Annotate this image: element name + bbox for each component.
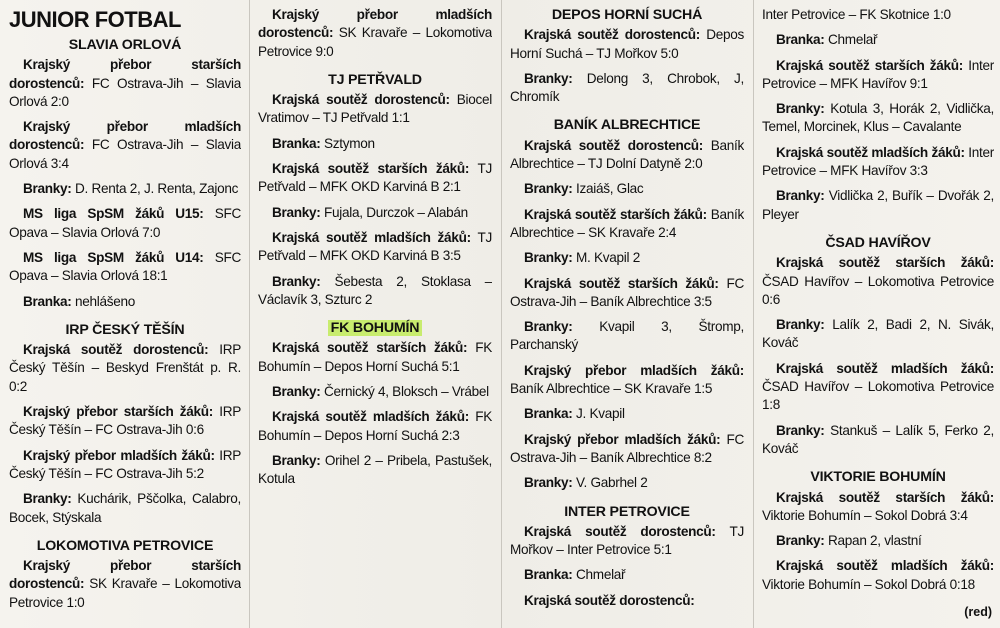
entry-label: Branky: <box>524 319 573 335</box>
entry-label: Krajská soutěž dorostenců: <box>524 523 716 539</box>
result-entry <box>762 316 994 353</box>
club-heading <box>762 468 994 486</box>
result-entry <box>510 474 744 492</box>
result-entry <box>9 56 241 111</box>
club-name: TJ PETŘVALD <box>328 71 422 88</box>
result-entry <box>762 254 994 309</box>
club-heading <box>510 503 744 521</box>
entry-text: Delong 3, Chrobok, J, Chromík <box>510 70 744 105</box>
entry-label: Krajská soutěž mladších žáků: <box>272 229 471 245</box>
entry-text: SK Kravaře – Lokomotiva Petrovice 9:0 <box>258 25 492 59</box>
entry-label: Branka: <box>23 293 72 309</box>
entry-label: Branky: <box>272 452 321 468</box>
result-entry <box>510 592 744 610</box>
result-entry <box>258 160 492 197</box>
entry-text: Kotula 3, Horák 2, Vidlička, Temel, Morcinek, Klus – Cavalante <box>762 101 994 135</box>
result-entry <box>510 566 744 584</box>
entry-label: Branky: <box>272 384 321 400</box>
result-entry <box>762 532 994 550</box>
entry-label: Krajská soutěž starších žáků: <box>524 275 719 291</box>
entry-label: Krajská soutěž starších žáků: <box>272 161 470 177</box>
section-title: JUNIOR FOTBAL <box>9 7 181 32</box>
entry-label: Krajský přebor starších žáků: <box>23 404 213 420</box>
result-entry <box>9 293 241 311</box>
entry-label: Branky: <box>23 491 72 507</box>
entry-text: FC Ostrava-Jih – Slavia Orlová 3:4 <box>9 137 241 171</box>
entry-text: FC Ostrava-Jih – Slavia Orlová 2:0 <box>9 75 241 109</box>
column-4 <box>762 6 994 628</box>
result-entry <box>762 31 994 49</box>
entry-label: Branky: <box>272 273 321 289</box>
entry-text: Biocel Vratimov – TJ Petřvald 1:1 <box>258 92 492 126</box>
column-divider <box>249 0 250 628</box>
entry-text: IRP Český Těšín – FC Ostrava-Jih 0:6 <box>9 404 241 438</box>
entry-text: M. Kvapil 2 <box>576 250 640 266</box>
entry-text: Fujala, Durczok – Alabán <box>324 204 468 220</box>
entry-text: FC Ostrava-Jih – Baník Albrechtice 3:5 <box>510 275 744 309</box>
result-entry <box>510 318 744 355</box>
result-entry <box>762 100 994 137</box>
entry-label: Krajská soutěž mladších žáků: <box>776 360 994 376</box>
result-entry <box>762 489 994 526</box>
entry-label: Krajská soutěž dorostenců: <box>524 592 695 608</box>
entry-label: Branky: <box>776 188 825 204</box>
column-divider <box>501 0 502 628</box>
entry-label: Krajská soutěž dorostenců: <box>524 27 700 43</box>
result-entry <box>258 383 492 401</box>
entry-label: Krajská soutěž mladších žáků: <box>776 558 994 574</box>
club-name: ČSAD HAVÍŘOV <box>825 234 931 251</box>
entry-label: Krajská soutěž starších žáků: <box>524 206 707 222</box>
column-2 <box>258 6 492 628</box>
author-signature: (red) <box>964 605 992 619</box>
entry-text: TJ Mořkov – Inter Petrovice 5:1 <box>510 523 744 558</box>
result-entry <box>762 557 994 594</box>
entry-label: Krajský přebor mladších dorostenců: <box>258 7 492 41</box>
result-entry <box>762 187 994 224</box>
result-entry <box>510 180 744 198</box>
entry-label: Krajská soutěž mladších žáků: <box>272 409 469 425</box>
entry-label: Krajská soutěž dorostenců: <box>23 342 209 358</box>
entry-text: J. Kvapil <box>576 406 625 422</box>
entry-text: IRP Český Těšín – FC Ostrava-Jih 5:2 <box>9 447 241 481</box>
entry-text: Viktorie Bohumín – Sokol Dobrá 3:4 <box>762 507 968 523</box>
entry-label: Branka: <box>524 567 573 583</box>
result-entry <box>510 431 744 468</box>
entry-text: FC Ostrava-Jih – Baník Albrechtice 8:2 <box>510 431 744 465</box>
result-entry <box>510 249 744 267</box>
result-entry <box>762 57 994 94</box>
column-divider <box>753 0 754 628</box>
result-entry <box>258 273 492 310</box>
club-name: FK BOHUMÍN <box>328 320 423 336</box>
club-name: LOKOMOTIVA PETROVICE <box>36 537 214 554</box>
entry-label: Branky: <box>776 533 825 549</box>
entry-text: D. Renta 2, J. Renta, Zajonc <box>75 181 239 197</box>
result-entry <box>9 447 241 484</box>
entry-text: Izaiáš, Glac <box>576 181 644 197</box>
result-entry <box>762 6 994 24</box>
result-entry <box>9 205 241 242</box>
result-entry <box>258 339 492 376</box>
result-entry <box>762 144 994 181</box>
entry-label: Krajská soutěž starších žáků: <box>776 255 994 271</box>
club-name: IRP ČESKÝ TĚŠÍN <box>65 321 185 338</box>
entry-text: V. Gabrhel 2 <box>576 475 648 491</box>
entry-text: Viktorie Bohumín – Sokol Dobrá 0:18 <box>762 576 975 592</box>
result-entry <box>510 362 744 399</box>
club-heading <box>258 319 492 337</box>
entry-label: Krajská soutěž starších žáků: <box>776 489 994 505</box>
entry-text: Lalík 2, Badi 2, N. Sivák, Kováč <box>762 317 994 351</box>
entry-label: Branky: <box>524 70 573 86</box>
entry-label: Branky: <box>776 422 825 438</box>
entry-text: Inter Petrovice – MFK Havířov 9:1 <box>762 57 994 91</box>
entry-label: MS liga SpSM žáků U15: <box>23 206 204 222</box>
club-name: VIKTORIE BOHUMÍN <box>810 469 946 486</box>
entry-label: Krajský přebor mladších žáků: <box>524 431 721 447</box>
entry-label: Krajský přebor mladších žáků: <box>23 447 215 463</box>
result-entry <box>9 341 241 396</box>
entry-text: TJ Petřvald – MFK OKD Karviná B 3:5 <box>258 229 492 264</box>
entry-label: Krajská soutěž mladších žáků: <box>776 144 965 160</box>
entry-text: Stankuš – Lalík 5, Ferko 2, Kováč <box>762 422 994 456</box>
club-heading <box>510 116 744 134</box>
result-entry <box>258 6 492 61</box>
entry-text: SFC Opava – Slavia Orlová 7:0 <box>9 206 241 240</box>
entry-text: Kuchárik, Pščolka, Calabro, Bocek, Stýskala <box>9 491 241 525</box>
entry-text: Orihel 2 – Pribela, Pastušek, Kotula <box>258 452 492 487</box>
column-3 <box>510 6 744 628</box>
result-entry <box>510 137 744 174</box>
result-entry <box>9 180 241 198</box>
entry-label: Branky: <box>524 475 573 491</box>
result-entry <box>258 204 492 222</box>
entry-text: ČSAD Havířov – Lokomotiva Petrovice 0:6 <box>762 273 994 307</box>
entry-label: Branky: <box>524 181 573 197</box>
result-entry <box>762 360 994 415</box>
result-entry <box>510 206 744 243</box>
entry-text: nehlášeno <box>75 293 136 309</box>
result-entry <box>510 70 744 107</box>
entry-label: Branky: <box>272 204 321 220</box>
entry-text: Baník Albrechtice – SK Kravaře 2:4 <box>510 206 744 240</box>
column-1 <box>9 6 241 628</box>
result-entry <box>9 490 241 527</box>
entry-label: Branky: <box>23 181 72 197</box>
entry-text: Inter Petrovice – FK Skotnice 1:0 <box>762 7 951 22</box>
entry-label: Krajská soutěž starších žáků: <box>776 57 964 73</box>
entry-text: Chmelař <box>828 32 878 48</box>
entry-text: Černický 4, Bloksch – Vrábel <box>324 384 489 400</box>
result-entry <box>9 403 241 440</box>
result-entry <box>258 452 492 489</box>
club-name: INTER PETROVICE <box>564 503 690 520</box>
entry-text: ČSAD Havířov – Lokomotiva Petrovice 1:8 <box>762 379 994 413</box>
result-entry <box>510 26 744 63</box>
entry-text: Sztymon <box>324 135 375 151</box>
club-name: SLAVIA ORLOVÁ <box>68 37 182 53</box>
entry-label: Branky: <box>524 250 573 266</box>
entry-text: SFC Opava – Slavia Orlová 18:1 <box>9 249 241 284</box>
entry-text: FK Bohumín – Depos Horní Suchá 5:1 <box>258 340 492 374</box>
club-heading <box>9 537 241 555</box>
entry-text: Chmelař <box>576 567 626 583</box>
entry-label: Branka: <box>776 32 825 48</box>
entry-text: Inter Petrovice – MFK Havířov 3:3 <box>762 144 994 179</box>
result-entry <box>9 557 241 612</box>
entry-text: Depos Horní Suchá – TJ Mořkov 5:0 <box>510 27 744 61</box>
club-heading <box>9 36 241 54</box>
entry-label: Krajská soutěž dorostenců: <box>272 92 450 108</box>
entry-text: Kvapil 3, Štromp, Parchanský <box>510 319 744 353</box>
entry-label: Branka: <box>272 135 321 151</box>
entry-label: MS liga SpSM žáků U14: <box>23 249 204 265</box>
club-name: BANÍK ALBRECHTICE <box>553 117 701 134</box>
entry-text: SK Kravaře – Lokomotiva Petrovice 1:0 <box>9 576 241 610</box>
result-entry <box>510 405 744 423</box>
entry-text: TJ Petřvald – MFK OKD Karviná B 2:1 <box>258 161 492 195</box>
club-heading <box>510 6 744 24</box>
club-name: DEPOS HORNÍ SUCHÁ <box>551 7 703 23</box>
entry-text: Šebesta 2, Stoklasa – Václavík 3, Szturc 2 <box>258 273 492 307</box>
entry-label: Krajský přebor starších dorostenců: <box>9 57 241 91</box>
entry-label: Krajský přebor mladších dorostenců: <box>9 119 241 153</box>
result-entry <box>258 229 492 266</box>
result-entry <box>258 91 492 128</box>
entry-label: Branka: <box>524 406 573 422</box>
club-heading <box>762 234 994 252</box>
entry-label: Branky: <box>776 101 825 117</box>
entry-text: Baník Albrechtice – TJ Dolní Datyně 2:0 <box>510 137 744 172</box>
club-heading <box>258 71 492 89</box>
result-entry <box>762 422 994 459</box>
entry-text: FK Bohumín – Depos Horní Suchá 2:3 <box>258 409 492 443</box>
entry-label: Branky: <box>776 317 825 333</box>
result-entry <box>9 118 241 173</box>
entry-label: Krajská soutěž dorostenců: <box>524 137 703 153</box>
entry-text: Rapan 2, vlastní <box>828 533 922 549</box>
entry-text: Vidlička 2, Buřík – Dvořák 2, Pleyer <box>762 188 994 222</box>
entry-text: IRP Český Těšín – Beskyd Frenštát p. R. 0:2 <box>9 342 241 394</box>
entry-label: Krajská soutěž starších žáků: <box>272 340 468 356</box>
result-entry <box>510 275 744 312</box>
entry-label: Krajský přebor starších dorostenců: <box>9 558 241 592</box>
club-heading <box>9 321 241 339</box>
entry-text: Baník Albrechtice – SK Kravaře 1:5 <box>510 381 713 397</box>
result-entry <box>9 249 241 286</box>
entry-label: Krajský přebor mladších žáků: <box>524 362 744 378</box>
result-entry <box>510 523 744 560</box>
result-entry <box>258 408 492 445</box>
result-entry <box>258 135 492 153</box>
